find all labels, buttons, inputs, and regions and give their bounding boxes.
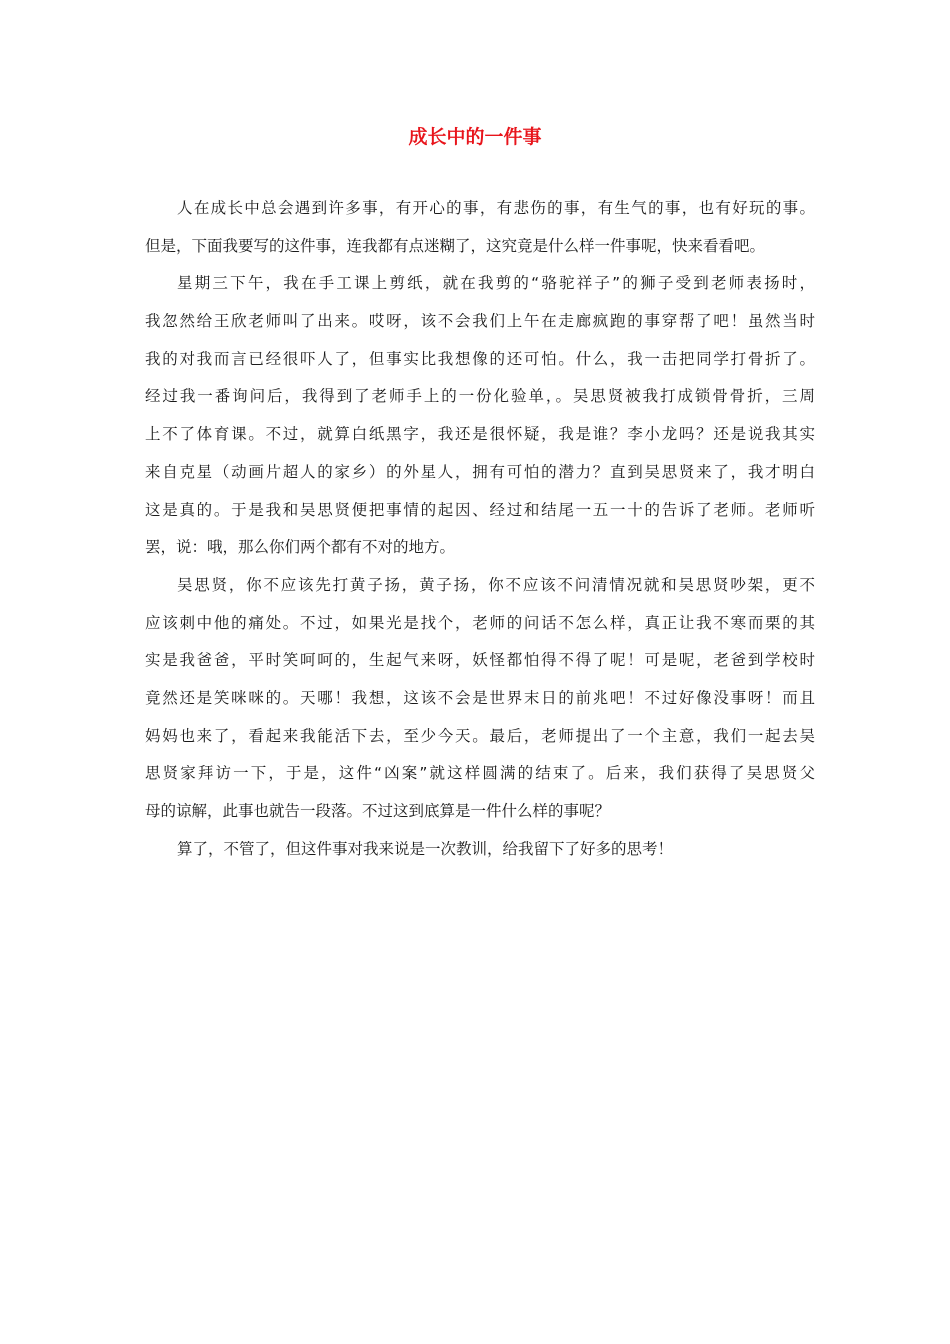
text-line: 星期三下午，我在手工课上剪纸，就在我剪的“骆驼祥子”的狮子受到老师表扬时， (177, 274, 815, 293)
text-line: 这是真的。于是我和吴思贤便把事情的起因、经过和结尾一五一十的告诉了老师。老师听 (145, 500, 815, 519)
text-line: 来自克星（动画片超人的家乡）的外星人，拥有可怕的潜力？直到吴思贤来了，我才明白 (145, 462, 815, 481)
text-line: 应该刺中他的痛处。不过，如果光是找个，老师的问话不怎么样，真正让我不寒而栗的其 (145, 613, 815, 632)
text-line: 妈妈也来了，看起来我能活下去，至少今天。最后，老师提出了一个主意，我们一起去吴 (145, 726, 815, 745)
text-line: 但是，下面我要写的这件事，连我都有点迷糊了，这究竟是什么样一件事呢，快来看看吧。 (145, 236, 766, 255)
text-line: 我忽然给王欣老师叫了出来。哎呀，该不会我们上午在走廊疯跑的事穿帮了吧！虽然当时 (145, 312, 815, 331)
text-line: 实是我爸爸，平时笑呵呵的，生起气来呀，妖怪都怕得不得了呢！可是呢，老爸到学校时 (145, 651, 815, 670)
document-body (145, 194, 815, 872)
text-line: 经过我一番询问后，我得到了老师手上的一份化验单，。吴思贤被我打成锁骨骨折，三周 (145, 387, 815, 406)
text-line: 上不了体育课。不过，就算白纸黑字，我还是很怀疑，我是谁？李小龙吗？还是说我其实 (145, 425, 815, 444)
text-line: 吴思贤，你不应该先打黄子扬，黄子扬，你不应该不问清情况就和吴思贤吵架，更不 (177, 575, 815, 594)
document-title: 成长中的一件事 (408, 126, 542, 148)
text-line: 思贤家拜访一下，于是，这件“凶案”就这样圆满的结束了。后来，我们获得了吴思贤父 (145, 764, 815, 783)
text-line: 母的谅解，此事也就告一段落。不过这到底算是一件什么样的事呢？ (145, 802, 611, 820)
text-line: 人在成长中总会遇到许多事，有开心的事，有悲伤的事，有生气的事，也有好玩的事。 (177, 199, 815, 217)
text-line: 罢，说：哦，那么你们两个都有不对的地方。 (145, 538, 456, 557)
text-line: 我的对我而言已经很吓人了，但事实比我想像的还可怕。什么，我一击把同学打骨折了。 (145, 349, 815, 368)
text-line: 算了，不管了，但这件事对我来说是一次教训，给我留下了好多的思考！ (177, 839, 674, 858)
text-line: 竟然还是笑咪咪的。天哪！我想，这该不会是世界末日的前兆吧！不过好像没事呀！而且 (145, 688, 815, 707)
